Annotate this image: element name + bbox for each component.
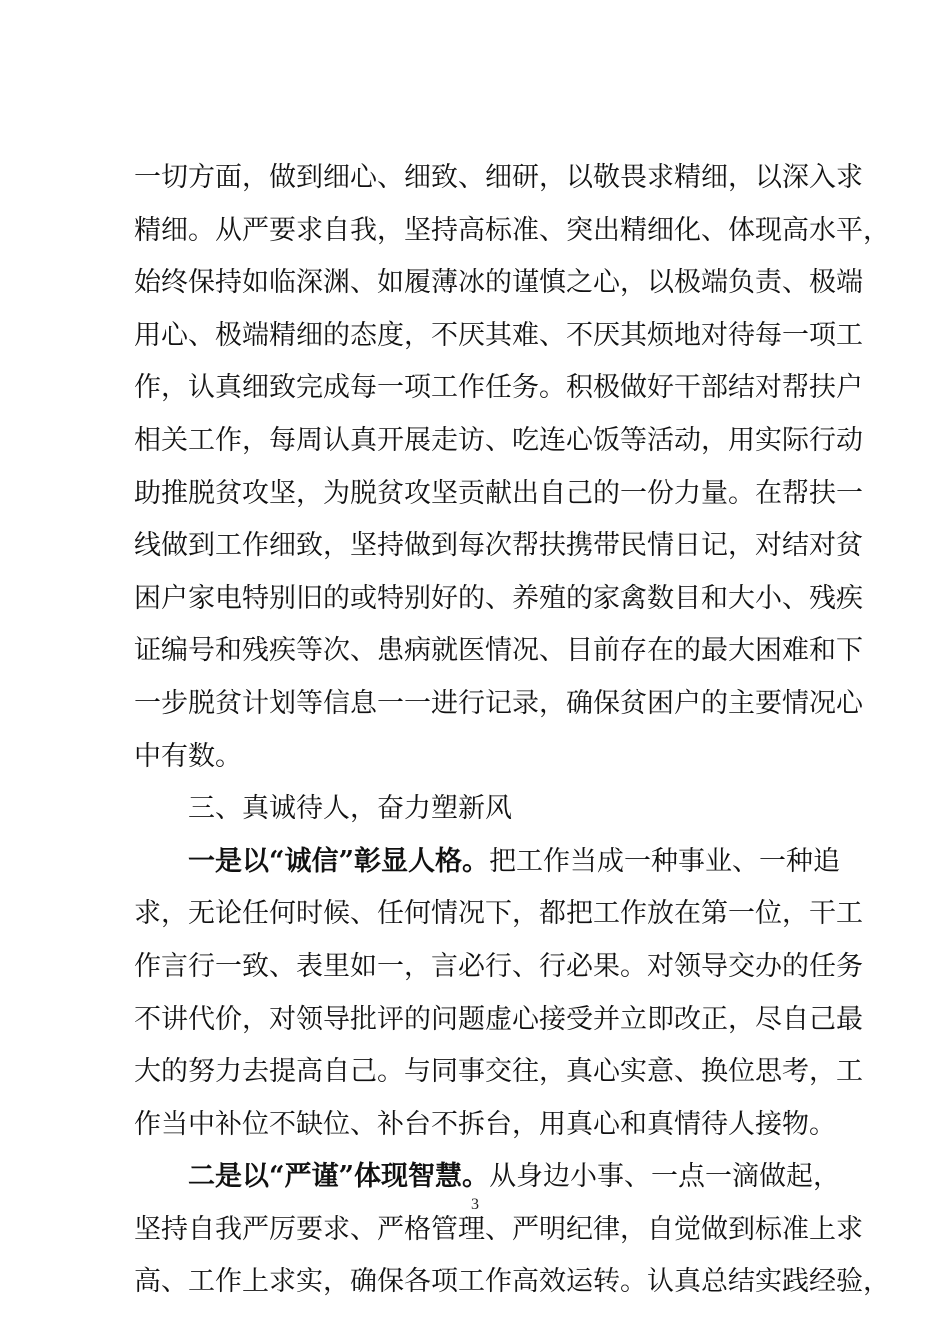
text-line: 用心、极端精细的态度，不厌其难、不厌其烦地对待每一项工 — [134, 319, 863, 351]
page-number: 3 — [471, 1196, 479, 1213]
text-line-first — [134, 836, 841, 889]
text-line: 始终保持如临深渊、如履薄冰的谨慎之心，以极端负责、极端 — [134, 267, 863, 299]
document-page — [134, 152, 890, 1309]
text-line: 精细。从严要求自我，坚持高标准、突出精细化、体现高水平， — [134, 214, 890, 246]
text-line: 困户家电特别旧的或特别好的、养殖的家禽数目和大小、残疾 — [134, 582, 863, 614]
paragraph-diligence-continued — [134, 152, 890, 783]
paragraph-rigor — [134, 1151, 890, 1309]
text-line: 一切方面，做到细心、细致、细研，以敬畏求精细，以深入求 — [134, 162, 863, 193]
paragraph-lead-rest: 把工作当成一种事业、一种追 — [489, 845, 841, 877]
paragraph-integrity — [134, 836, 863, 1152]
text-line: 一步脱贫计划等信息一一进行记录，确保贫困户的主要情况心 — [134, 687, 863, 719]
text-line-last: 中有数。 — [134, 740, 242, 772]
section-heading: 三、真诚待人，奋力塑新风 — [188, 793, 512, 825]
text-line: 作，认真细致完成每一项工作任务。积极做好干部结对帮扶户 — [134, 372, 863, 404]
paragraph-lead: 一是以“诚信”彰显人格。 — [188, 845, 490, 877]
text-line: 相关工作，每周认真开展走访、吃连心饭等活动，用实际行动 — [134, 424, 863, 456]
text-line-last: 作当中补位不缺位、补台不拆台，用真心和真情待人接物。 — [134, 1108, 836, 1140]
text-line: 坚持自我严厉要求、严格管理、严明纪律，自觉做到标准上求 — [134, 1213, 863, 1245]
text-line: 求，无论任何时候、任何情况下，都把工作放在第一位，干工 — [134, 898, 863, 930]
text-line: 大的努力去提高自己。与同事交往，真心实意、换位思考，工 — [134, 1056, 863, 1088]
text-line: 作言行一致、表里如一，言必行、行必果。对领导交办的任务 — [134, 950, 863, 982]
text-line: 线做到工作细致，坚持做到每次帮扶携带民情日记，对结对贫 — [134, 530, 863, 562]
text-line: 高、工作上求实，确保各项工作高效运转。认真总结实践经验， — [134, 1266, 890, 1298]
paragraph-lead-rest: 从身边小事、一点一滴做起， — [489, 1161, 841, 1193]
text-line: 不讲代价，对领导批评的问题虚心接受并立即改正，尽自己最 — [134, 1003, 863, 1035]
text-line: 助推脱贫攻坚，为脱贫攻坚贡献出自己的一份力量。在帮扶一 — [134, 477, 863, 509]
text-line: 证编号和残疾等次、患病就医情况、目前存在的最大困难和下 — [134, 635, 863, 667]
paragraph-lead: 二是以“严谨”体现智慧。 — [188, 1161, 490, 1193]
